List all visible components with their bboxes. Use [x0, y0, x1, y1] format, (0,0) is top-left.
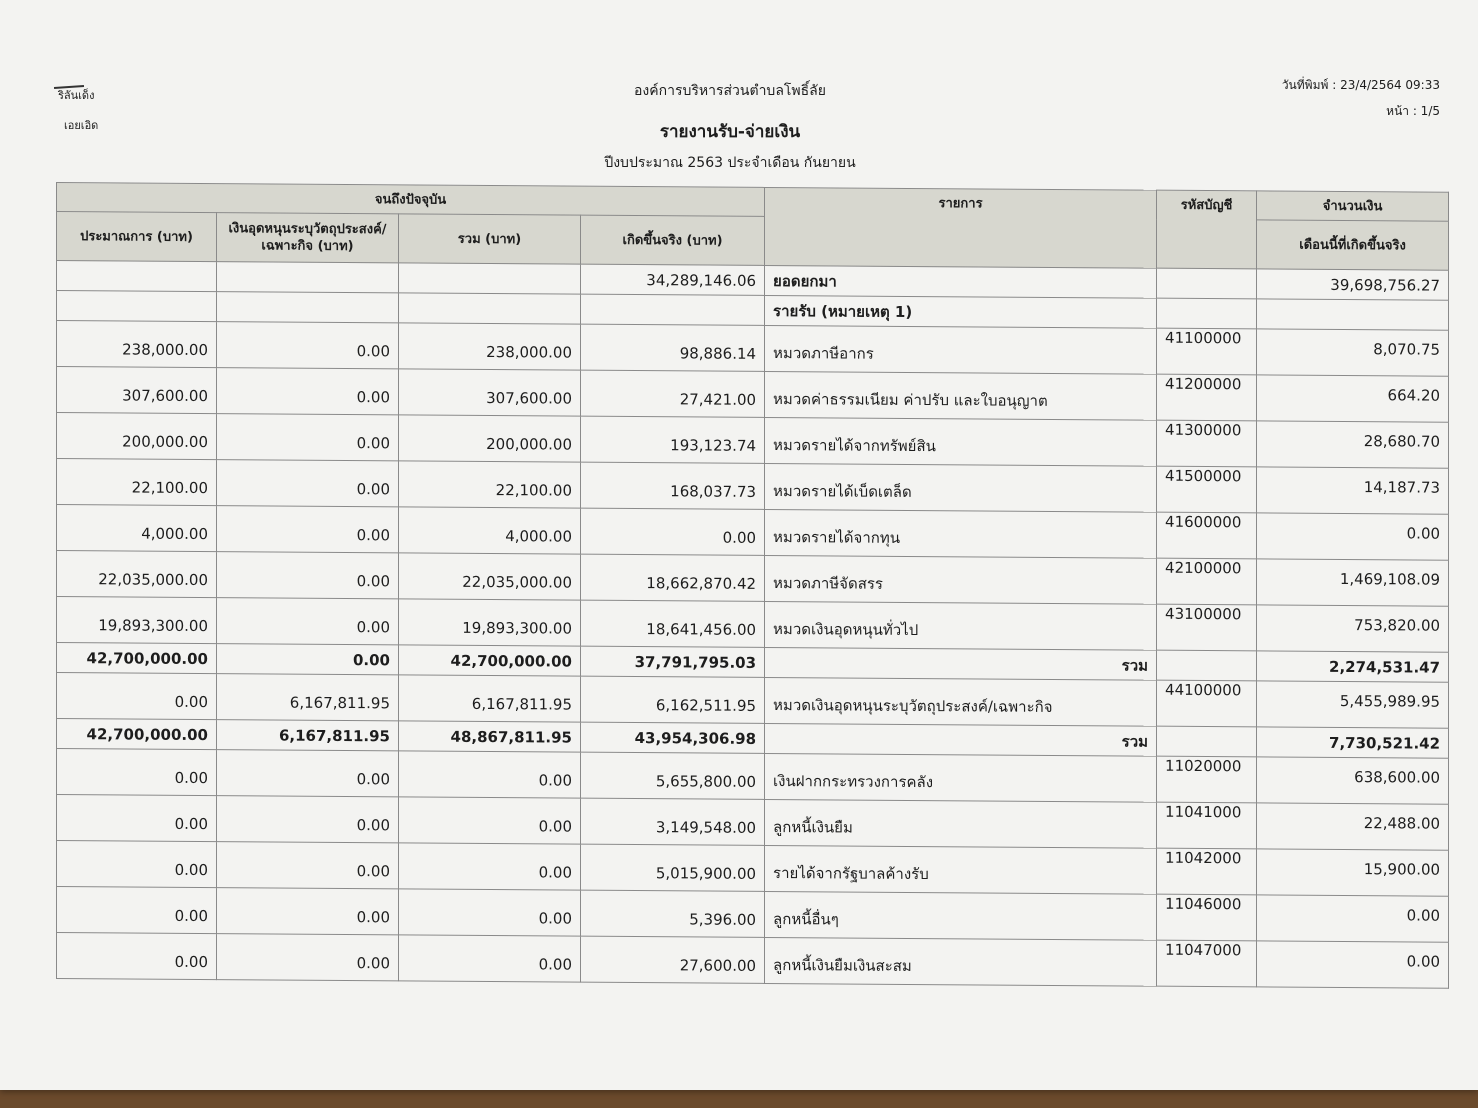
- cell-subsidy: 0.00: [217, 506, 399, 553]
- cell-amount: 638,600.00: [1257, 757, 1449, 804]
- cell-estimate: 0.00: [57, 795, 217, 842]
- cell-actual: [581, 294, 765, 325]
- cell-estimate: 0.00: [57, 841, 217, 888]
- cell-code: 41100000: [1157, 328, 1257, 375]
- cell-total: 6,167,811.95: [399, 675, 581, 722]
- cell-item: หมวดรายได้จากทุน: [765, 509, 1157, 558]
- cell-code: 11046000: [1157, 894, 1257, 941]
- cell-actual: 98,886.14: [581, 324, 765, 371]
- cell-actual: 27,600.00: [581, 936, 765, 983]
- cell-code: 41500000: [1157, 466, 1257, 513]
- cell-total: 0.00: [399, 935, 581, 982]
- cell-estimate: 0.00: [57, 749, 217, 796]
- header-account-code: รหัสบัญชี: [1157, 190, 1257, 269]
- cell-item: ลูกหนี้เงินยืม: [765, 799, 1157, 848]
- cell-amount: 14,187.73: [1257, 467, 1449, 514]
- cell-amount: 15,900.00: [1257, 849, 1449, 896]
- header-left-line1: ริลันเด็ง: [58, 89, 95, 102]
- cell-estimate: 0.00: [57, 673, 217, 720]
- cell-estimate: 200,000.00: [57, 413, 217, 460]
- cell-code: 41200000: [1157, 374, 1257, 421]
- organization-name: องค์การบริหารส่วนตำบลโพธิ์ลัย: [634, 83, 826, 99]
- cell-total: 48,867,811.95: [399, 721, 581, 752]
- cell-actual: 34,289,146.06: [581, 264, 765, 295]
- cell-total: 42,700,000.00: [399, 645, 581, 676]
- cell-item: หมวดเงินอุดหนุนทั่วไป: [765, 601, 1157, 650]
- cell-estimate: 238,000.00: [57, 321, 217, 368]
- cell-total: 238,000.00: [399, 323, 581, 370]
- cell-subsidy: 0.00: [217, 414, 399, 461]
- report-title: รายงานรับ-จ่ายเงิน: [659, 122, 801, 142]
- cell-item: หมวดภาษีอากร: [765, 325, 1157, 374]
- cell-subsidy: 0.00: [217, 750, 399, 797]
- cell-estimate: 42,700,000.00: [57, 719, 217, 750]
- cell-amount: 7,730,521.42: [1257, 727, 1449, 758]
- cell-code: 42100000: [1157, 558, 1257, 605]
- cell-actual: 18,662,870.42: [581, 554, 765, 601]
- cell-total: 307,600.00: [399, 369, 581, 416]
- cell-amount: 8,070.75: [1257, 329, 1449, 376]
- cell-actual: 3,149,548.00: [581, 798, 765, 845]
- cell-code: 11041000: [1157, 802, 1257, 849]
- cell-item: รายรับ (หมายเหตุ 1): [765, 295, 1157, 328]
- print-date: วันที่พิมพ์ : 23/4/2564 09:33: [1281, 78, 1440, 92]
- cell-item: ลูกหนี้อื่นๆ: [765, 891, 1157, 940]
- cell-estimate: 19,893,300.00: [57, 597, 217, 644]
- cell-total: 0.00: [399, 797, 581, 844]
- header-to-date: จนถึงปัจจุบัน: [57, 183, 765, 217]
- cell-total: 4,000.00: [399, 507, 581, 554]
- cell-actual: 37,791,795.03: [581, 646, 765, 677]
- cell-actual: 18,641,456.00: [581, 600, 765, 647]
- cell-subsidy: 0.00: [217, 322, 399, 369]
- cell-amount: 0.00: [1257, 513, 1449, 560]
- cell-amount: 5,455,989.95: [1257, 681, 1449, 728]
- cell-code: 43100000: [1157, 604, 1257, 651]
- cell-item: หมวดเงินอุดหนุนระบุวัตถุประสงค์/เฉพาะกิจ: [765, 677, 1157, 726]
- cell-total-label: รวม: [765, 647, 1157, 680]
- cell-total: 22,100.00: [399, 461, 581, 508]
- cell-actual: 193,123.74: [581, 416, 765, 463]
- cell-estimate: 22,035,000.00: [57, 551, 217, 598]
- cell-subsidy: 0.00: [217, 460, 399, 507]
- cell-code: 11020000: [1157, 756, 1257, 803]
- cell-subsidy: 0.00: [217, 644, 399, 675]
- cell-actual: 43,954,306.98: [581, 722, 765, 753]
- cell-subsidy: [217, 292, 399, 323]
- cell-item: หมวดรายได้จากทรัพย์สิน: [765, 417, 1157, 466]
- cell-actual: 6,162,511.95: [581, 676, 765, 723]
- table-row: [57, 933, 1449, 989]
- report-subtitle: ปีงบประมาณ 2563 ประจำเดือน กันยายน: [604, 155, 856, 171]
- cell-amount: 22,488.00: [1257, 803, 1449, 850]
- cell-subsidy: 0.00: [217, 842, 399, 889]
- cell-estimate: [57, 261, 217, 292]
- cell-item: ลูกหนี้เงินยืมเงินสะสม: [765, 937, 1157, 986]
- cell-amount: 2,274,531.47: [1257, 651, 1449, 682]
- cell-item: รายได้จากรัฐบาลค้างรับ: [765, 845, 1157, 894]
- cell-subsidy: 0.00: [217, 934, 399, 981]
- cell-total: 22,035,000.00: [399, 553, 581, 600]
- cell-item: เงินฝากกระทรวงการคลัง: [765, 753, 1157, 802]
- cell-subsidy: [217, 262, 399, 293]
- cell-subsidy: 6,167,811.95: [217, 720, 399, 751]
- cell-item: หมวดภาษีจัดสรร: [765, 555, 1157, 604]
- cell-subsidy: 0.00: [217, 796, 399, 843]
- report-table: [56, 182, 1449, 989]
- cell-amount: 0.00: [1257, 895, 1449, 942]
- cell-code: [1157, 726, 1257, 757]
- page-number: หน้า : 1/5: [1386, 104, 1440, 118]
- cell-amount: 664.20: [1257, 375, 1449, 422]
- cell-code: 11047000: [1157, 940, 1257, 987]
- cell-total: 0.00: [399, 889, 581, 936]
- cell-code: 41300000: [1157, 420, 1257, 467]
- cell-total-label: รวม: [765, 723, 1157, 756]
- cell-amount: 39,698,756.27: [1257, 269, 1449, 300]
- header-subsidy: เงินอุดหนุนระบุวัตถุประสงค์/เฉพาะกิจ (บาท): [217, 213, 399, 263]
- cell-actual: 5,396.00: [581, 890, 765, 937]
- cell-amount: 28,680.70: [1257, 421, 1449, 468]
- cell-actual: 5,655,800.00: [581, 752, 765, 799]
- header-item: รายการ: [765, 187, 1157, 268]
- cell-subsidy: 0.00: [217, 368, 399, 415]
- cell-subsidy: 0.00: [217, 598, 399, 645]
- header-total: รวม (บาท): [399, 214, 581, 264]
- cell-amount: 0.00: [1257, 941, 1449, 988]
- cell-estimate: 0.00: [57, 887, 217, 934]
- cell-total: [399, 293, 581, 324]
- header-estimate: ประมาณการ (บาท): [57, 212, 217, 262]
- cell-amount: 753,820.00: [1257, 605, 1449, 652]
- cell-subsidy: 0.00: [217, 888, 399, 935]
- cell-code: 11042000: [1157, 848, 1257, 895]
- cell-total: 0.00: [399, 843, 581, 890]
- cell-total: 19,893,300.00: [399, 599, 581, 646]
- cell-total: [399, 263, 581, 294]
- cell-code: [1157, 298, 1257, 329]
- cell-actual: 27,421.00: [581, 370, 765, 417]
- cell-subsidy: 0.00: [217, 552, 399, 599]
- header-actual: เกิดขึ้นจริง (บาท): [581, 215, 765, 265]
- cell-code: 44100000: [1157, 680, 1257, 727]
- cell-estimate: 22,100.00: [57, 459, 217, 506]
- cell-estimate: 307,600.00: [57, 367, 217, 414]
- cell-estimate: 4,000.00: [57, 505, 217, 552]
- cell-total: 200,000.00: [399, 415, 581, 462]
- cell-code: [1157, 650, 1257, 681]
- cell-item: หมวดรายได้เบ็ดเตล็ด: [765, 463, 1157, 512]
- cell-item: หมวดค่าธรรมเนียม ค่าปรับ และใบอนุญาต: [765, 371, 1157, 420]
- cell-actual: 0.00: [581, 508, 765, 555]
- cell-amount: [1257, 299, 1449, 330]
- cell-subsidy: 6,167,811.95: [217, 674, 399, 721]
- cell-actual: 168,037.73: [581, 462, 765, 509]
- cell-estimate: 0.00: [57, 933, 217, 980]
- cell-estimate: 42,700,000.00: [57, 643, 217, 674]
- cell-code: [1157, 268, 1257, 299]
- cell-actual: 5,015,900.00: [581, 844, 765, 891]
- cell-item: ยอดยกมา: [765, 265, 1157, 298]
- cell-total: 0.00: [399, 751, 581, 798]
- header-amount-month: เดือนนี้ที่เกิดขึ้นจริง: [1257, 220, 1449, 270]
- header-amount: จำนวนเงิน: [1257, 191, 1449, 221]
- cell-amount: 1,469,108.09: [1257, 559, 1449, 606]
- cell-code: 41600000: [1157, 512, 1257, 559]
- header-left-line2: เอยเอิด: [64, 119, 99, 132]
- cell-estimate: [57, 291, 217, 322]
